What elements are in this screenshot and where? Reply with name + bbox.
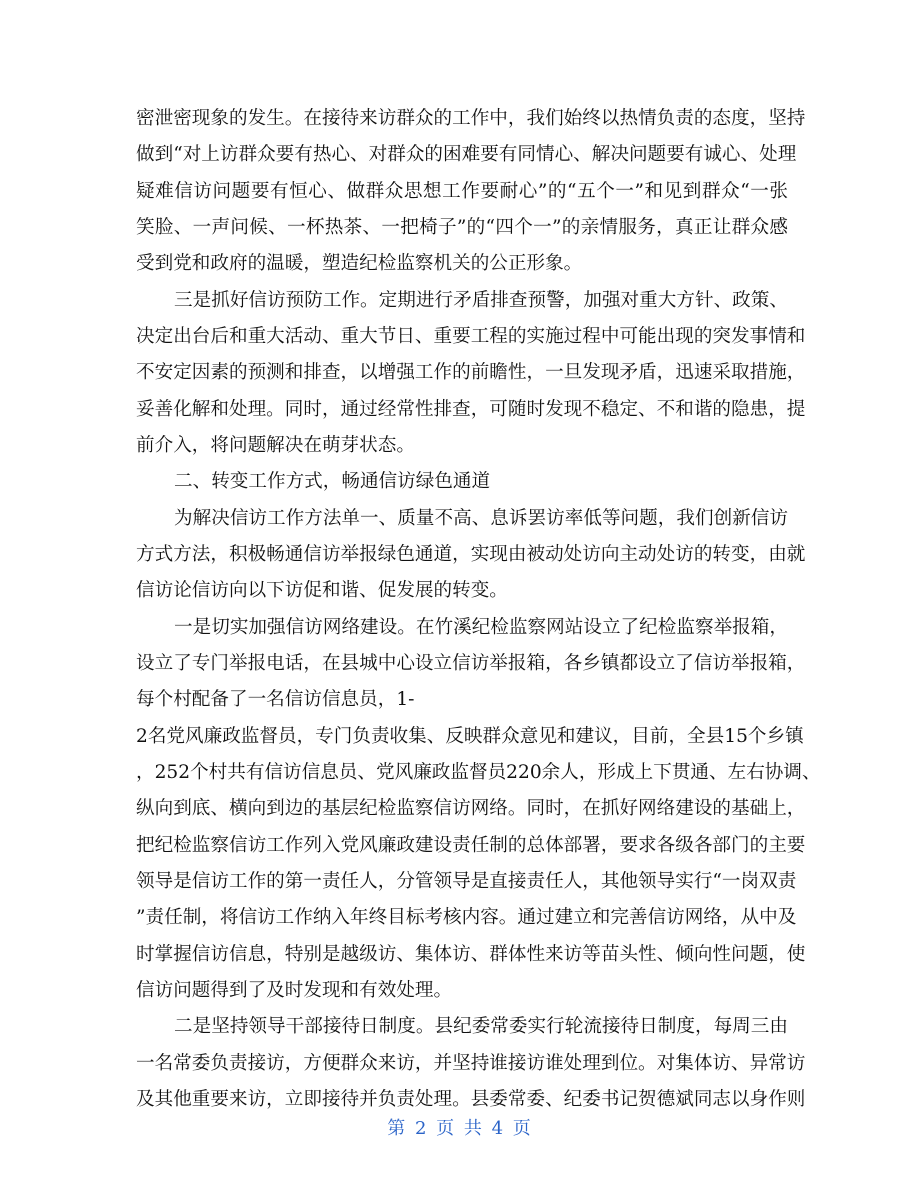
text-line: ，252个村共有信访信息员、党风廉政监督员220余人，形成上下贯通、左右协调、 — [136, 762, 821, 783]
text-line: 纵向到底、横向到边的基层纪检监察信访网络。同时，在抓好网络建设的基础上， — [136, 798, 806, 819]
text-line: 领导是信访工作的第一责任人，分管领导是直接责任人，其他领导实行“一岗双责 — [136, 871, 797, 892]
text-line: 不安定因素的预测和排查，以增强工作的前瞻性，一旦发现矛盾，迅速采取措施， — [136, 362, 806, 383]
text-line: ”责任制，将信访工作纳入年终目标考核内容。通过建立和完善信访网络，从中及 — [136, 907, 797, 928]
text-line: 前介入，将问题解决在萌芽状态。 — [136, 435, 415, 456]
page-number-footer: 第 2 页 共 4 页 — [387, 1118, 533, 1139]
paragraph-start-line: 一是切实加强信访网络建设。在竹溪纪检监察网站设立了纪检监察举报箱， — [174, 617, 788, 638]
section-heading: 二、转变工作方式，畅通信访绿色通道 — [174, 471, 491, 492]
text-line: 做到“对上访群众要有热心、对群众的困难要有同情心、解决问题要有诚心、处理 — [136, 144, 797, 165]
text-line: 疑难信访问题要有恒心、做群众思想工作要耐心”的“五个一”和见到群众“一张 — [136, 181, 788, 202]
paragraph-start-line: 二是坚持领导干部接待日制度。县纪委常委实行轮流接待日制度，每周三由 — [174, 1016, 788, 1037]
text-line: 决定出台后和重大活动、重大节日、重要工程的实施过程中可能出现的突发事情和 — [136, 326, 806, 347]
text-line: 笑脸、一声问候、一杯热茶、一把椅子”的“四个一”的亲情服务，真正让群众感 — [136, 217, 788, 238]
text-line: 方式方法，积极畅通信访举报绿色通道，实现由被动处访向主动处访的转变，由就 — [136, 544, 806, 565]
text-line: 信访问题得到了及时发现和有效处理。 — [136, 980, 453, 1001]
text-line: 及其他重要来访，立即接待并负责处理。县委常委、纪委书记贺德斌同志以身作则 — [136, 1089, 806, 1110]
text-line: 把纪检监察信访工作列入党风廉政建设责任制的总体部署，要求各级各部门的主要 — [136, 835, 806, 856]
text-line: 密泄密现象的发生。在接待来访群众的工作中，我们始终以热情负责的态度，坚持 — [136, 108, 806, 129]
text-line: 受到党和政府的温暖，塑造纪检监察机关的公正形象。 — [136, 253, 583, 274]
paragraph-start-line: 为解决信访工作方法单一、质量不高、息诉罢访率低等问题，我们创新信访 — [174, 508, 788, 529]
paragraph-start-line: 三是抓好信访预防工作。定期进行矛盾排查预警，加强对重大方针、政策、 — [174, 290, 788, 311]
text-line: 2名党风廉政监督员，专门负责收集、反映群众意见和建议，目前，全县15个乡镇 — [136, 726, 804, 747]
text-line: 时掌握信访信息，特别是越级访、集体访、群体性来访等苗头性、倾向性问题，使 — [136, 944, 806, 965]
text-line: 妥善化解和处理。同时，通过经常性排查，可随时发现不稳定、不和谐的隐患，提 — [136, 399, 806, 420]
text-line: 每个村配备了一名信访信息员，1- — [136, 689, 415, 710]
text-line: 信访论信访向以下访促和谐、促发展的转变。 — [136, 580, 508, 601]
text-line: 设立了专门举报电话，在县城中心设立信访举报箱，各乡镇都设立了信访举报箱， — [136, 653, 806, 674]
text-line: 一名常委负责接访，方便群众来访，并坚持谁接访谁处理到位。对集体访、异常访 — [136, 1053, 806, 1074]
